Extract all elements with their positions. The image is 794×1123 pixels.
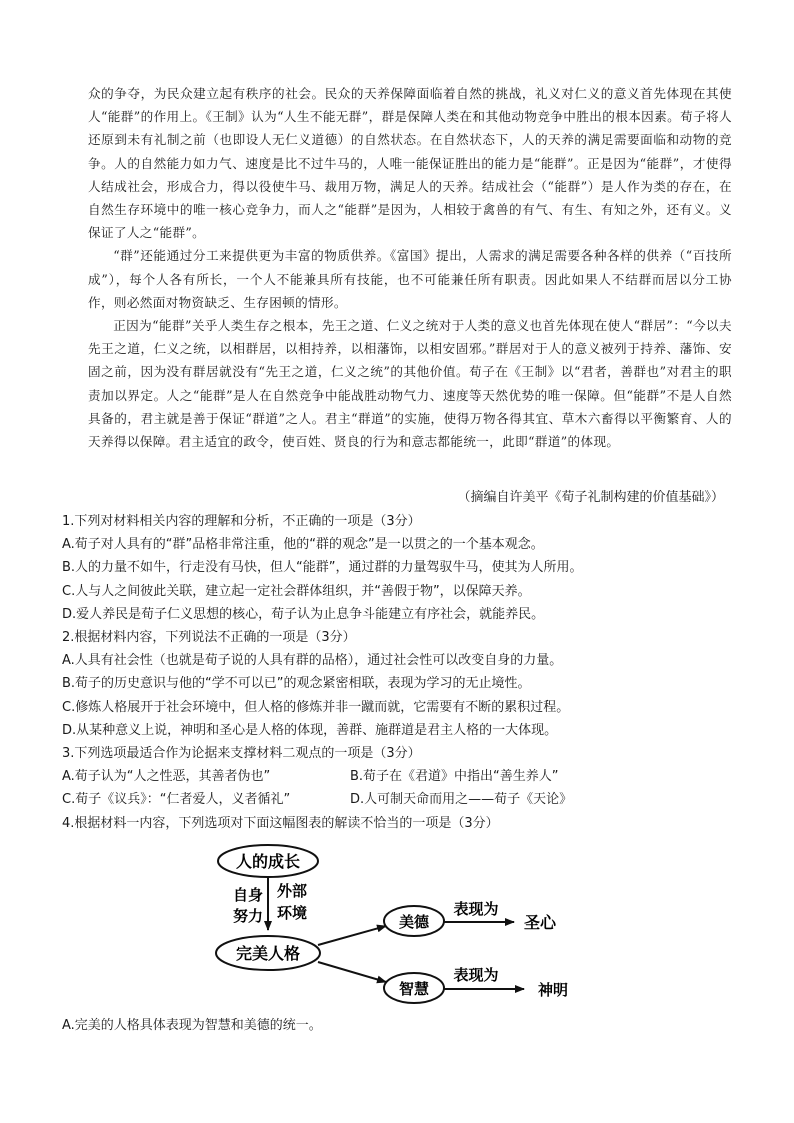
passage-source: （摘编自许美平《荀子礼制构建的价值基础》） xyxy=(457,490,724,505)
question-3-option-b[interactable]: B.荀子在《君道》中指出“善生养人” xyxy=(350,769,559,785)
diagram-label-env-line2: 环境 xyxy=(276,904,308,922)
question-2-option-c[interactable]: C.修炼人格展开于社会环境中，但人格的修炼并非一蹴而就，它需要有不断的累积过程。 xyxy=(62,699,570,715)
diagram-upper-arrow-label: 表现为 xyxy=(453,900,499,918)
question-3-option-d[interactable]: D.人可制天命而用之——荀子《天论》 xyxy=(350,792,573,808)
passage-paragraph-2: “群”还能通过分工来提供更为丰富的物质供养。《富国》提出，人需求的满足需要各种各样的供养（“百技所成”），每个人各有所长，一个人不能兼具所有技能，也不可能兼任所有职责。因此如果人不结群而居以分工协作，则必然面对物资缺乏、生存困顿的情形。 xyxy=(88,248,732,310)
question-3-stem: 3.下列选项最适合作为论据来支撑材料二观点的一项是（3分） xyxy=(62,746,421,762)
diagram-node-perfect-personality-label: 完美人格 xyxy=(235,944,301,963)
question-1-option-c[interactable]: C.人与人之间彼此关联，建立起一定社会群体组织，并“善假于物”，以保障天养。 xyxy=(62,583,531,599)
diagram-node-virtue-label: 美德 xyxy=(398,913,430,931)
question-3-option-c[interactable]: C.荀子《议兵》：“仁者爱人，义者循礼” xyxy=(62,792,291,808)
question-2-option-a[interactable]: A.人具有社会性（也就是荀子说的人具有群的品格），通过社会性可以改变自身的力量。 xyxy=(62,653,563,669)
question-2-stem: 2.根据材料内容，下列说法不正确的一项是（3分） xyxy=(62,630,356,646)
diagram-label-self-line2: 努力 xyxy=(232,907,264,925)
diagram-arrow-to-virtue xyxy=(318,926,386,945)
diagram-lower-arrow-label: 表现为 xyxy=(453,966,499,984)
diagram-result-sage-heart: 圣心 xyxy=(523,913,557,932)
personality-diagram xyxy=(200,838,620,1013)
question-1-stem: 1.下列对材料相关内容的理解和分析，不正确的一项是（3分） xyxy=(62,514,421,529)
question-1-option-d[interactable]: D.爱人养民是荀子仁义思想的核心，荀子认为止息争斗能建立有序社会，就能养民。 xyxy=(62,606,545,622)
diagram-arrow-to-wisdom xyxy=(318,962,386,982)
question-2-option-b[interactable]: B.荀子的历史意识与他的“学不可以已”的观念紧密相联，表现为学习的无止境性。 xyxy=(62,676,531,692)
diagram-label-env-line1: 外部 xyxy=(276,882,308,900)
question-3-option-a[interactable]: A.荀子认为“人之性恶，其善者伪也” xyxy=(62,769,271,785)
reading-passage xyxy=(88,82,732,453)
diagram-result-divine: 神明 xyxy=(537,981,569,999)
question-1-option-b[interactable]: B.人的力量不如牛，行走没有马快，但人“能群”，通过群的力量驾驭牛马，使其为人所用。 xyxy=(62,560,583,576)
diagram-node-wisdom-label: 智慧 xyxy=(398,980,430,998)
question-list xyxy=(62,510,742,835)
diagram-label-self-line1: 自身 xyxy=(232,886,264,904)
question-3-options-row-2 xyxy=(62,788,742,811)
question-2-option-d[interactable]: D.从某种意义上说，神明和圣心是人格的体现，善群、施群道是君主人格的一大体现。 xyxy=(62,722,558,738)
question-4-option-a[interactable]: A.完美的人格具体表现为智慧和美德的统一。 xyxy=(62,1018,322,1033)
passage-paragraph-3: 正因为“能群”关乎人类生存之根本，先王之道、仁义之统对于人类的意义也首先体现在使人“群居”：“今以夫先王之道，仁义之统，以相群居，以相持养，以相藩饰，以相安固邪。”群居对于人的意义被列于持养、藩饰、安固之前，因为没有群居就没有“先王之道，仁义之统”的其他价值。荀子在《王制》以“君者，善群也”对君主的职责加以界定。人之“能群”是人在自然竞争中能战胜动物气力、速度等天然优势的唯一保障。但“能群”不是人自然具备的，君主就是善于保证“群道”之人。君主“群道”的实施，使得万物各得其宜、草木六畜得以平衡繁育、人的天养得以保障。君主适宜的政令，使百姓、贤良的行为和意志都能统一，此即“群道”的体现。 xyxy=(88,318,732,450)
question-4-stem: 4.根据材料一内容，下列选项对下面这幅图表的解读不恰当的一项是（3分） xyxy=(62,815,499,831)
question-3-options-row-1 xyxy=(62,765,742,788)
diagram-node-growth-label: 人的成长 xyxy=(235,852,301,871)
passage-paragraph-1: 众的争夺，为民众建立起有秩序的社会。民众的天养保障面临着自然的挑战，礼义对仁义的意义首先体现在其使人“能群”的作用上。《王制》认为“人生不能无群”，群是保障人类在和其他动物竞争中胜出的根本因素。荀子将人还原到未有礼制之前（也即设人无仁义道德）的自然状态。在自然状态下，人的天养的满足需要面临和动物的竞争。人的自然能力如力气、速度是比不过牛马的，人唯一能保证胜出的能力是“能群”。正是因为“能群”，才使得人结成社会，形成合力，得以役使牛马、裁用万物，满足人的天养。结成社会（“能群”）是人作为类的存在，在自然生存环境中的唯一核心竞争力，而人之“能群”是因为，人相较于禽兽的有气、有生、有知之外，还有义。义保证了人之“能群”。 xyxy=(88,86,732,241)
question-1-option-a[interactable]: A.荀子对人具有的“群”品格非常注重，他的“群的观念”是一以贯之的一个基本观念。 xyxy=(62,537,544,553)
